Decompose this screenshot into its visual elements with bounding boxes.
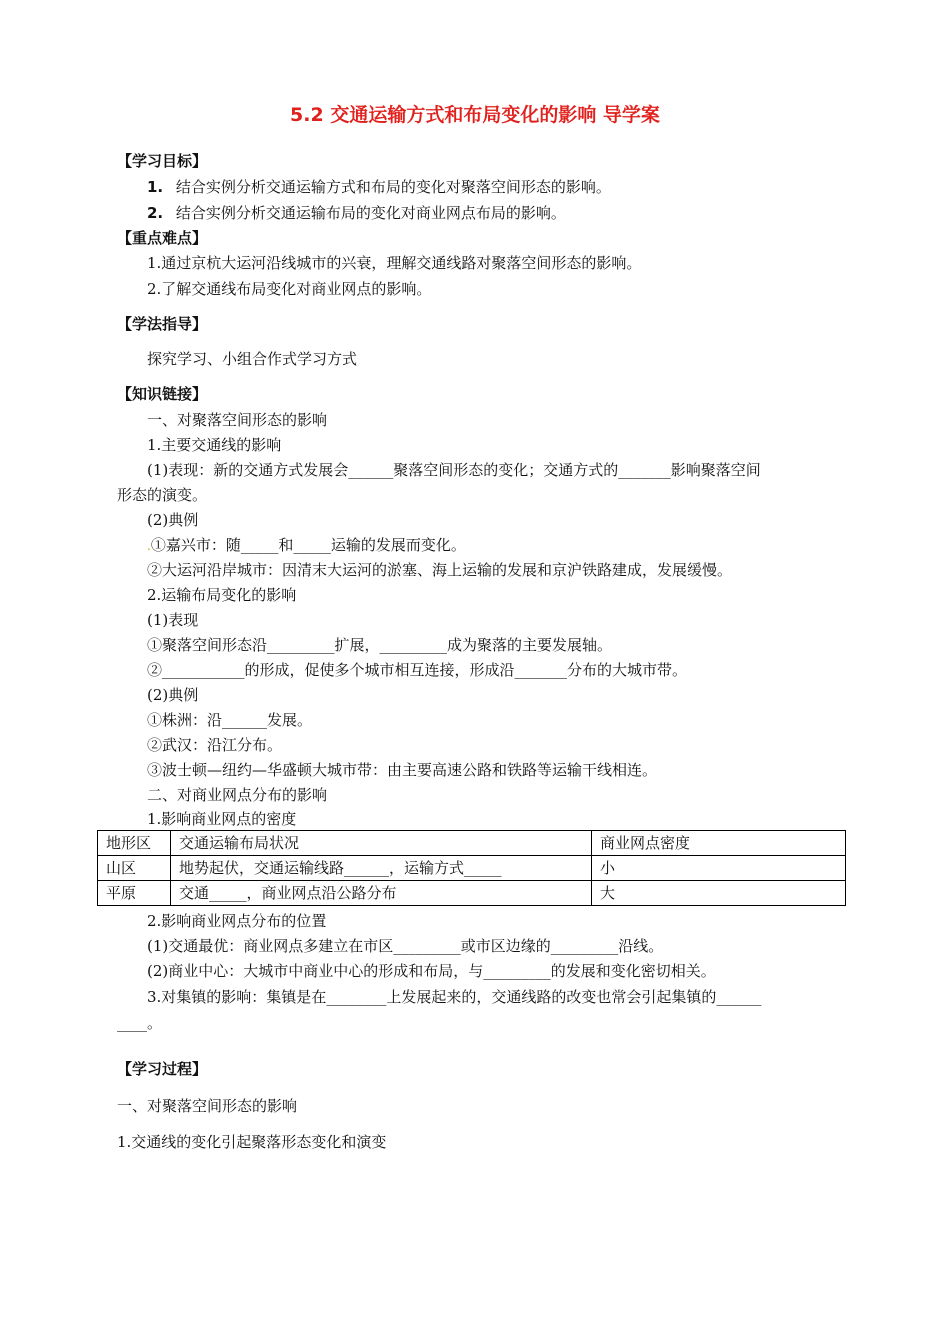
table-cell: 平原 xyxy=(98,881,171,906)
knowledge-line: (1)表现：新的交通方式发展会______聚落空间形态的变化；交通方式的_______影响聚落空间 xyxy=(147,461,761,479)
table-cell: 山区 xyxy=(98,856,171,881)
knowledge-line: ①聚落空间形态沿_________扩展，_________成为聚落的主要发展轴。 xyxy=(147,636,613,654)
table-header-row xyxy=(98,831,846,856)
knowledge-line: (2)典例 xyxy=(147,686,199,704)
knowledge-line: 形态的演变。 xyxy=(117,486,208,504)
knowledge-line: ____。 xyxy=(117,1014,163,1032)
method-text: 探究学习、小组合作式学习方式 xyxy=(147,350,358,368)
table-header-cell: 商业网点密度 xyxy=(592,831,846,856)
page-title: 5.2 交通运输方式和布局变化的影响 导学案 xyxy=(290,104,660,126)
table-cell: 地势起伏，交通运输线路______，运输方式_____ xyxy=(171,856,592,881)
objective-text: 结合实例分析交通运输布局的变化对商业网点布局的影响。 xyxy=(175,204,566,222)
knowledge-line: 1.主要交通线的影响 xyxy=(147,436,282,454)
knowledge-line: ②大运河沿岸城市：因清末大运河的淤塞、海上运输的发展和京沪铁路建成，发展缓慢。 xyxy=(147,561,733,579)
table-cell: 交通_____，商业网点沿公路分布 xyxy=(171,881,592,906)
knowledge-heading: 【知识链接】 xyxy=(117,385,208,403)
key-point-item: 2.了解交通线布局变化对商业网点的影响。 xyxy=(147,280,432,298)
knowledge-line: ①株洲：沿______发展。 xyxy=(147,711,313,729)
knowledge-line: 1.影响商业网点的密度 xyxy=(147,810,297,828)
knowledge-line: ②武汉：沿江分布。 xyxy=(147,736,283,754)
objective-number: 1. xyxy=(147,178,164,196)
knowledge-line: .①嘉兴市：随_____和_____运输的发展而变化。 xyxy=(147,536,466,554)
knowledge-line: 二、对商业网点分布的影响 xyxy=(147,786,328,804)
knowledge-line: ③波士顿—纽约—华盛顿大城市带：由主要高速公路和铁路等运输干线相连。 xyxy=(147,761,658,779)
table-header-cell: 地形区 xyxy=(98,831,171,856)
table-cell: 小 xyxy=(592,856,846,881)
table-header-cell: 交通运输布局状况 xyxy=(171,831,592,856)
objective-number: 2. xyxy=(147,204,164,222)
table-cell: 大 xyxy=(592,881,846,906)
objectives-heading: 【学习目标】 xyxy=(117,152,208,170)
method-heading: 【学法指导】 xyxy=(117,315,208,333)
knowledge-line: 2.运输布局变化的影响 xyxy=(147,586,297,604)
knowledge-line: 3.对集镇的影响：集镇是在________上发展起来的，交通线路的改变也常会引起集镇的______ xyxy=(147,988,762,1006)
table-row xyxy=(98,881,846,906)
knowledge-line: (1)表现 xyxy=(147,611,199,629)
objective-item xyxy=(147,177,611,197)
process-heading: 【学习过程】 xyxy=(117,1060,208,1078)
key-points-heading: 【重点难点】 xyxy=(117,229,208,247)
key-point-item: 1.通过京杭大运河沿线城市的兴衰，理解交通线路对聚落空间形态的影响。 xyxy=(147,254,642,272)
knowledge-line: 2.影响商业网点分布的位置 xyxy=(147,912,327,930)
knowledge-line: (2)商业中心：大城市中商业中心的形成和布局，与_________的发展和变化密切相关。 xyxy=(147,962,716,980)
knowledge-line: (2)典例 xyxy=(147,511,199,529)
process-line: 一、对聚落空间形态的影响 xyxy=(117,1097,298,1115)
edit-mark-icon: . xyxy=(147,539,151,553)
knowledge-line: (1)交通最优：商业网点多建立在市区_________或市区边缘的_________沿线。 xyxy=(147,937,664,955)
knowledge-line: ②___________的形成，促使多个城市相互连接，形成沿_______分布的大城市带。 xyxy=(147,661,688,679)
process-line: 1.交通线的变化引起聚落形态变化和演变 xyxy=(117,1133,387,1151)
table-row xyxy=(98,856,846,881)
knowledge-line: 一、对聚落空间形态的影响 xyxy=(147,411,328,429)
objective-item xyxy=(147,203,566,223)
objective-text: 结合实例分析交通运输方式和布局的变化对聚落空间形态的影响。 xyxy=(175,178,611,196)
commercial-density-table xyxy=(97,830,846,906)
